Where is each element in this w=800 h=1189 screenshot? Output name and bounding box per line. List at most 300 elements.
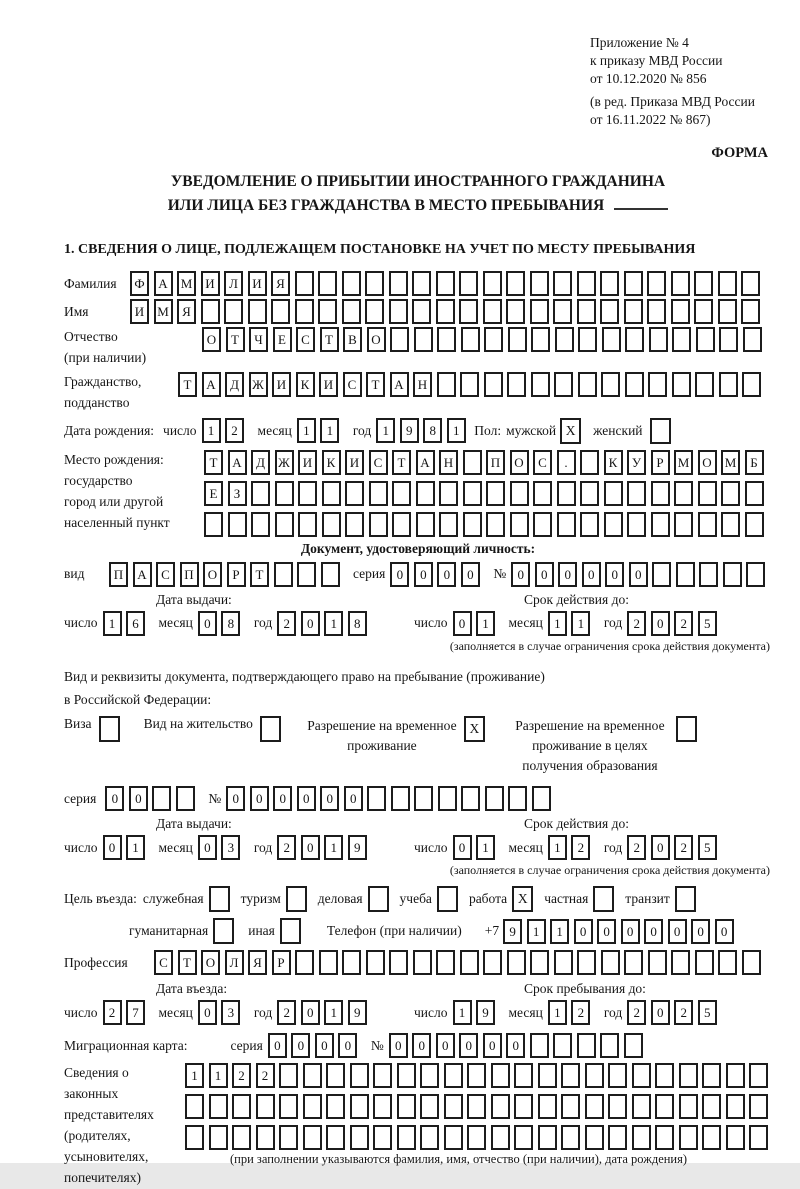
char-cell[interactable]	[414, 786, 433, 811]
char-cell[interactable]	[438, 786, 457, 811]
char-cell[interactable]	[602, 327, 621, 352]
char-cell[interactable]	[608, 1125, 627, 1150]
char-cell[interactable]	[553, 299, 572, 324]
char-cell[interactable]	[608, 1094, 627, 1119]
char-cell[interactable]	[531, 327, 550, 352]
char-cell[interactable]	[318, 271, 337, 296]
char-cell[interactable]	[342, 950, 361, 975]
char-cell[interactable]	[538, 1125, 557, 1150]
char-cell[interactable]	[322, 481, 341, 506]
char-cell[interactable]: 0	[226, 786, 245, 811]
char-cell[interactable]	[209, 1094, 228, 1119]
char-cell[interactable]	[632, 1094, 651, 1119]
char-cell[interactable]	[719, 327, 738, 352]
char-cell[interactable]: Р	[272, 950, 291, 975]
char-cell[interactable]	[533, 481, 552, 506]
char-cell[interactable]	[295, 271, 314, 296]
char-cell[interactable]	[467, 1125, 486, 1150]
char-cell[interactable]: 0	[315, 1033, 334, 1058]
char-cell[interactable]	[561, 1063, 580, 1088]
char-cell[interactable]: 8	[221, 611, 240, 636]
char-cell[interactable]: 0	[461, 562, 480, 587]
char-cell[interactable]	[746, 562, 765, 587]
char-cell[interactable]	[437, 372, 456, 397]
char-cell[interactable]	[345, 481, 364, 506]
char-cell[interactable]: 1	[209, 1063, 228, 1088]
char-cell[interactable]	[672, 372, 691, 397]
char-cell[interactable]	[350, 1125, 369, 1150]
char-cell[interactable]: И	[319, 372, 338, 397]
char-cell[interactable]	[483, 271, 502, 296]
char-cell[interactable]	[232, 1125, 251, 1150]
char-cell[interactable]: 2	[674, 1000, 693, 1025]
char-cell[interactable]: П	[486, 450, 505, 475]
char-cell[interactable]	[369, 512, 388, 537]
char-cell[interactable]	[204, 512, 223, 537]
char-cell[interactable]: 0	[414, 562, 433, 587]
char-cell[interactable]	[578, 372, 597, 397]
char-cell[interactable]	[600, 271, 619, 296]
char-cell[interactable]	[185, 1094, 204, 1119]
char-cell[interactable]	[554, 950, 573, 975]
char-cell[interactable]	[483, 950, 502, 975]
char-cell[interactable]	[508, 786, 527, 811]
char-cell[interactable]	[248, 299, 267, 324]
char-cell[interactable]: 2	[627, 611, 646, 636]
char-cell[interactable]: Д	[225, 372, 244, 397]
char-cell[interactable]: 0	[198, 611, 217, 636]
char-cell[interactable]: 1	[527, 919, 546, 944]
char-cell[interactable]: 1	[202, 418, 221, 443]
char-cell[interactable]	[741, 299, 760, 324]
char-cell[interactable]	[672, 327, 691, 352]
char-cell[interactable]	[484, 372, 503, 397]
char-cell[interactable]	[397, 1125, 416, 1150]
char-cell[interactable]	[201, 299, 220, 324]
char-cell[interactable]: К	[604, 450, 623, 475]
char-cell[interactable]: Т	[178, 372, 197, 397]
char-cell[interactable]	[367, 786, 386, 811]
char-cell[interactable]	[718, 271, 737, 296]
char-cell[interactable]	[279, 1063, 298, 1088]
char-cell[interactable]	[600, 299, 619, 324]
char-cell[interactable]: А	[390, 372, 409, 397]
char-cell[interactable]: 2	[277, 835, 296, 860]
char-cell[interactable]: 0	[453, 835, 472, 860]
char-cell[interactable]	[326, 1094, 345, 1119]
char-cell[interactable]: 9	[503, 919, 522, 944]
char-cell[interactable]: О	[201, 950, 220, 975]
char-cell[interactable]	[463, 481, 482, 506]
private-checkbox[interactable]	[593, 886, 614, 912]
char-cell[interactable]	[561, 1125, 580, 1150]
char-cell[interactable]: Я	[177, 299, 196, 324]
char-cell[interactable]	[318, 299, 337, 324]
char-cell[interactable]	[699, 562, 718, 587]
char-cell[interactable]	[648, 950, 667, 975]
char-cell[interactable]	[531, 372, 550, 397]
char-cell[interactable]	[232, 1094, 251, 1119]
business-checkbox[interactable]	[368, 886, 389, 912]
char-cell[interactable]	[295, 299, 314, 324]
char-cell[interactable]	[533, 512, 552, 537]
char-cell[interactable]	[530, 299, 549, 324]
char-cell[interactable]: 0	[651, 835, 670, 860]
char-cell[interactable]	[389, 299, 408, 324]
char-cell[interactable]	[749, 1063, 768, 1088]
char-cell[interactable]: 3	[221, 835, 240, 860]
char-cell[interactable]	[671, 299, 690, 324]
char-cell[interactable]	[625, 372, 644, 397]
char-cell[interactable]: А	[133, 562, 152, 587]
char-cell[interactable]	[176, 786, 195, 811]
char-cell[interactable]: 1	[476, 835, 495, 860]
char-cell[interactable]: Р	[651, 450, 670, 475]
char-cell[interactable]	[723, 562, 742, 587]
char-cell[interactable]	[698, 512, 717, 537]
char-cell[interactable]: Л	[224, 271, 243, 296]
char-cell[interactable]	[345, 512, 364, 537]
char-cell[interactable]	[698, 481, 717, 506]
char-cell[interactable]: Ж	[249, 372, 268, 397]
char-cell[interactable]: С	[154, 950, 173, 975]
char-cell[interactable]: 1	[297, 418, 316, 443]
char-cell[interactable]	[608, 1063, 627, 1088]
char-cell[interactable]	[275, 512, 294, 537]
char-cell[interactable]: 0	[273, 786, 292, 811]
char-cell[interactable]	[580, 512, 599, 537]
char-cell[interactable]	[647, 271, 666, 296]
char-cell[interactable]: И	[272, 372, 291, 397]
char-cell[interactable]	[580, 481, 599, 506]
char-cell[interactable]	[416, 481, 435, 506]
char-cell[interactable]: 0	[437, 562, 456, 587]
char-cell[interactable]: 1	[476, 611, 495, 636]
char-cell[interactable]	[538, 1094, 557, 1119]
char-cell[interactable]	[601, 950, 620, 975]
char-cell[interactable]	[694, 299, 713, 324]
char-cell[interactable]: И	[248, 271, 267, 296]
char-cell[interactable]	[561, 1094, 580, 1119]
char-cell[interactable]	[152, 786, 171, 811]
char-cell[interactable]	[679, 1063, 698, 1088]
char-cell[interactable]	[420, 1063, 439, 1088]
char-cell[interactable]: 8	[348, 611, 367, 636]
char-cell[interactable]	[577, 950, 596, 975]
char-cell[interactable]	[719, 372, 738, 397]
char-cell[interactable]	[721, 512, 740, 537]
char-cell[interactable]: Т	[226, 327, 245, 352]
char-cell[interactable]	[463, 450, 482, 475]
char-cell[interactable]: А	[154, 271, 173, 296]
char-cell[interactable]: У	[627, 450, 646, 475]
char-cell[interactable]: А	[202, 372, 221, 397]
char-cell[interactable]	[321, 562, 340, 587]
char-cell[interactable]: 1	[447, 418, 466, 443]
edu-permit-checkbox[interactable]	[676, 716, 697, 742]
char-cell[interactable]: В	[343, 327, 362, 352]
char-cell[interactable]: 0	[389, 1033, 408, 1058]
char-cell[interactable]	[577, 299, 596, 324]
char-cell[interactable]: 2	[674, 835, 693, 860]
char-cell[interactable]	[420, 1094, 439, 1119]
char-cell[interactable]	[483, 299, 502, 324]
char-cell[interactable]	[460, 372, 479, 397]
char-cell[interactable]: 0	[103, 835, 122, 860]
char-cell[interactable]: 9	[348, 835, 367, 860]
char-cell[interactable]	[510, 481, 529, 506]
char-cell[interactable]	[392, 512, 411, 537]
char-cell[interactable]	[414, 327, 433, 352]
char-cell[interactable]	[695, 372, 714, 397]
char-cell[interactable]	[491, 1063, 510, 1088]
char-cell[interactable]: С	[296, 327, 315, 352]
char-cell[interactable]	[350, 1094, 369, 1119]
char-cell[interactable]	[745, 512, 764, 537]
char-cell[interactable]	[625, 327, 644, 352]
char-cell[interactable]	[555, 327, 574, 352]
char-cell[interactable]: З	[228, 481, 247, 506]
char-cell[interactable]: 2	[225, 418, 244, 443]
char-cell[interactable]: О	[510, 450, 529, 475]
char-cell[interactable]: 0	[715, 919, 734, 944]
char-cell[interactable]	[279, 1125, 298, 1150]
char-cell[interactable]: С	[156, 562, 175, 587]
char-cell[interactable]: 0	[605, 562, 624, 587]
char-cell[interactable]: Я	[271, 271, 290, 296]
char-cell[interactable]: 0	[459, 1033, 478, 1058]
visa-checkbox[interactable]	[99, 716, 120, 742]
char-cell[interactable]: 0	[558, 562, 577, 587]
char-cell[interactable]: 0	[105, 786, 124, 811]
char-cell[interactable]: А	[416, 450, 435, 475]
char-cell[interactable]	[557, 481, 576, 506]
residence-permit-checkbox[interactable]	[260, 716, 281, 742]
char-cell[interactable]	[303, 1125, 322, 1150]
char-cell[interactable]: О	[202, 327, 221, 352]
char-cell[interactable]	[726, 1094, 745, 1119]
char-cell[interactable]: 0	[574, 919, 593, 944]
char-cell[interactable]	[508, 327, 527, 352]
char-cell[interactable]	[279, 1094, 298, 1119]
char-cell[interactable]: Т	[204, 450, 223, 475]
char-cell[interactable]: Ф	[130, 271, 149, 296]
char-cell[interactable]	[228, 512, 247, 537]
char-cell[interactable]	[507, 950, 526, 975]
char-cell[interactable]	[484, 327, 503, 352]
official-checkbox[interactable]	[209, 886, 230, 912]
char-cell[interactable]	[389, 950, 408, 975]
char-cell[interactable]	[577, 1033, 596, 1058]
char-cell[interactable]: 5	[698, 1000, 717, 1025]
char-cell[interactable]	[604, 481, 623, 506]
char-cell[interactable]	[702, 1094, 721, 1119]
char-cell[interactable]: М	[177, 271, 196, 296]
char-cell[interactable]: С	[533, 450, 552, 475]
char-cell[interactable]	[390, 327, 409, 352]
char-cell[interactable]	[467, 1094, 486, 1119]
char-cell[interactable]	[741, 271, 760, 296]
char-cell[interactable]	[695, 950, 714, 975]
char-cell[interactable]: 0	[511, 562, 530, 587]
char-cell[interactable]	[674, 481, 693, 506]
male-checkbox[interactable]: X	[560, 418, 581, 444]
char-cell[interactable]: 0	[301, 611, 320, 636]
char-cell[interactable]	[671, 271, 690, 296]
char-cell[interactable]	[391, 786, 410, 811]
char-cell[interactable]	[437, 327, 456, 352]
char-cell[interactable]	[342, 299, 361, 324]
char-cell[interactable]	[557, 512, 576, 537]
char-cell[interactable]	[413, 950, 432, 975]
char-cell[interactable]: 0	[651, 1000, 670, 1025]
temp-permit-checkbox[interactable]: X	[464, 716, 485, 742]
char-cell[interactable]	[397, 1094, 416, 1119]
char-cell[interactable]	[632, 1125, 651, 1150]
char-cell[interactable]	[624, 299, 643, 324]
char-cell[interactable]: 0	[506, 1033, 525, 1058]
char-cell[interactable]	[326, 1063, 345, 1088]
char-cell[interactable]	[514, 1094, 533, 1119]
char-cell[interactable]	[365, 299, 384, 324]
char-cell[interactable]	[627, 512, 646, 537]
char-cell[interactable]	[463, 512, 482, 537]
char-cell[interactable]: И	[201, 271, 220, 296]
char-cell[interactable]: .	[557, 450, 576, 475]
char-cell[interactable]: 0	[621, 919, 640, 944]
char-cell[interactable]	[342, 271, 361, 296]
char-cell[interactable]	[749, 1094, 768, 1119]
char-cell[interactable]	[444, 1094, 463, 1119]
char-cell[interactable]: Б	[745, 450, 764, 475]
char-cell[interactable]: 0	[644, 919, 663, 944]
char-cell[interactable]	[624, 1033, 643, 1058]
char-cell[interactable]	[585, 1125, 604, 1150]
char-cell[interactable]	[274, 562, 293, 587]
char-cell[interactable]	[577, 271, 596, 296]
char-cell[interactable]	[507, 372, 526, 397]
char-cell[interactable]	[696, 327, 715, 352]
char-cell[interactable]: 3	[221, 1000, 240, 1025]
char-cell[interactable]: И	[345, 450, 364, 475]
char-cell[interactable]: О	[203, 562, 222, 587]
char-cell[interactable]	[439, 481, 458, 506]
transit-checkbox[interactable]	[675, 886, 696, 912]
char-cell[interactable]	[303, 1063, 322, 1088]
char-cell[interactable]: Л	[225, 950, 244, 975]
female-checkbox[interactable]	[650, 418, 671, 444]
char-cell[interactable]: 2	[571, 1000, 590, 1025]
study-checkbox[interactable]	[437, 886, 458, 912]
char-cell[interactable]	[671, 950, 690, 975]
char-cell[interactable]	[436, 271, 455, 296]
char-cell[interactable]: 0	[198, 1000, 217, 1025]
char-cell[interactable]: К	[296, 372, 315, 397]
char-cell[interactable]: 2	[277, 1000, 296, 1025]
char-cell[interactable]: 1	[548, 611, 567, 636]
char-cell[interactable]	[224, 299, 243, 324]
char-cell[interactable]	[319, 950, 338, 975]
char-cell[interactable]: 1	[126, 835, 145, 860]
char-cell[interactable]: 1	[320, 418, 339, 443]
char-cell[interactable]	[209, 1125, 228, 1150]
char-cell[interactable]	[295, 950, 314, 975]
char-cell[interactable]: 0	[129, 786, 148, 811]
char-cell[interactable]	[718, 299, 737, 324]
char-cell[interactable]: Д	[251, 450, 270, 475]
char-cell[interactable]: О	[367, 327, 386, 352]
char-cell[interactable]: 2	[232, 1063, 251, 1088]
char-cell[interactable]	[486, 512, 505, 537]
char-cell[interactable]: Т	[178, 950, 197, 975]
char-cell[interactable]: 0	[535, 562, 554, 587]
char-cell[interactable]: 0	[453, 611, 472, 636]
char-cell[interactable]: С	[369, 450, 388, 475]
char-cell[interactable]	[655, 1063, 674, 1088]
char-cell[interactable]	[652, 562, 671, 587]
char-cell[interactable]: 1	[324, 611, 343, 636]
char-cell[interactable]: П	[180, 562, 199, 587]
char-cell[interactable]	[726, 1063, 745, 1088]
char-cell[interactable]	[369, 481, 388, 506]
char-cell[interactable]	[444, 1063, 463, 1088]
char-cell[interactable]	[439, 512, 458, 537]
char-cell[interactable]	[530, 1033, 549, 1058]
char-cell[interactable]	[256, 1094, 275, 1119]
char-cell[interactable]	[651, 481, 670, 506]
char-cell[interactable]	[510, 512, 529, 537]
char-cell[interactable]: 7	[126, 1000, 145, 1025]
char-cell[interactable]: 2	[627, 835, 646, 860]
char-cell[interactable]: 0	[338, 1033, 357, 1058]
char-cell[interactable]	[412, 271, 431, 296]
char-cell[interactable]	[303, 1094, 322, 1119]
char-cell[interactable]: Ж	[275, 450, 294, 475]
char-cell[interactable]: 0	[301, 835, 320, 860]
char-cell[interactable]: 1	[185, 1063, 204, 1088]
char-cell[interactable]	[392, 481, 411, 506]
char-cell[interactable]: 0	[301, 1000, 320, 1025]
char-cell[interactable]: 2	[627, 1000, 646, 1025]
humanitarian-checkbox[interactable]	[213, 918, 234, 944]
char-cell[interactable]	[256, 1125, 275, 1150]
char-cell[interactable]	[585, 1063, 604, 1088]
char-cell[interactable]	[624, 271, 643, 296]
char-cell[interactable]: М	[154, 299, 173, 324]
char-cell[interactable]: О	[698, 450, 717, 475]
char-cell[interactable]	[459, 271, 478, 296]
char-cell[interactable]: 0	[268, 1033, 287, 1058]
char-cell[interactable]: Т	[250, 562, 269, 587]
char-cell[interactable]	[553, 1033, 572, 1058]
char-cell[interactable]	[298, 512, 317, 537]
char-cell[interactable]	[718, 950, 737, 975]
char-cell[interactable]	[655, 1094, 674, 1119]
char-cell[interactable]: 0	[582, 562, 601, 587]
char-cell[interactable]: 0	[291, 1033, 310, 1058]
char-cell[interactable]	[486, 481, 505, 506]
char-cell[interactable]	[749, 1125, 768, 1150]
char-cell[interactable]	[491, 1094, 510, 1119]
char-cell[interactable]	[580, 450, 599, 475]
char-cell[interactable]: 1	[548, 1000, 567, 1025]
char-cell[interactable]	[436, 299, 455, 324]
char-cell[interactable]: 1	[376, 418, 395, 443]
char-cell[interactable]: 6	[126, 611, 145, 636]
char-cell[interactable]	[745, 481, 764, 506]
char-cell[interactable]	[624, 950, 643, 975]
char-cell[interactable]	[514, 1125, 533, 1150]
